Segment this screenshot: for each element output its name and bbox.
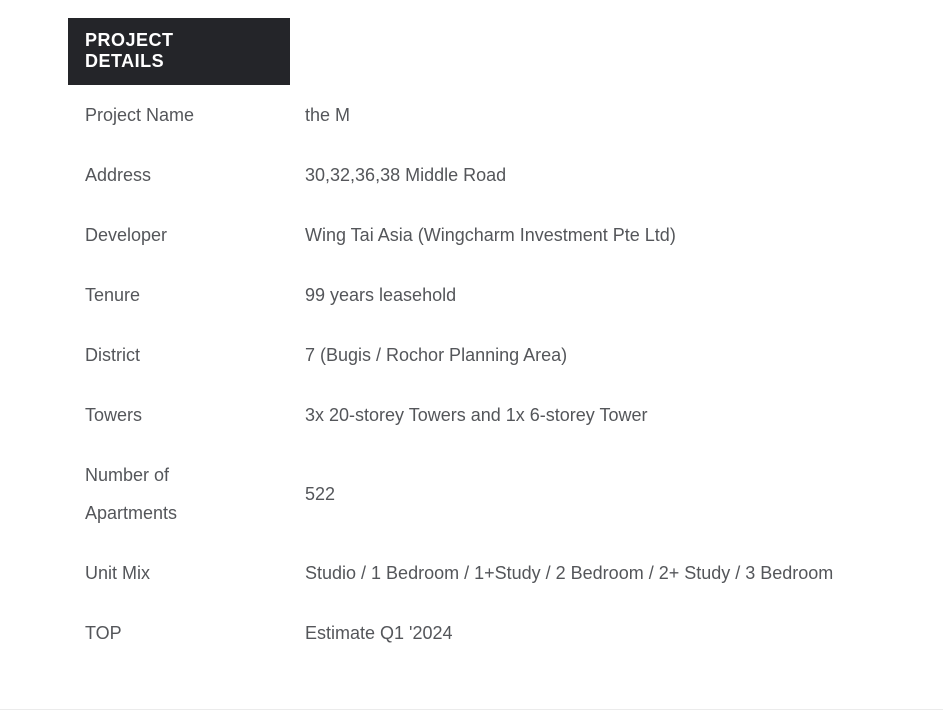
row-value: Wing Tai Asia (Wingcharm Investment Pte Ltd) [305,225,676,245]
row-label: TOP [85,623,122,643]
table-row [68,205,875,265]
row-value: Estimate Q1 '2024 [305,623,453,643]
row-value: 99 years leasehold [305,285,457,305]
row-value: the M [305,105,351,125]
row-label: District [85,345,140,365]
row-value: 522 [305,484,336,504]
row-label: Developer [85,225,168,245]
table-row [68,603,875,663]
row-label: Unit Mix [85,563,151,583]
table-row [68,543,875,603]
section-title: PROJECT DETAILS [85,30,174,71]
table-row [68,85,875,145]
table-row [68,445,875,543]
row-value: 7 (Bugis / Rochor Planning Area) [305,345,568,365]
row-value: 30,32,36,38 Middle Road [305,165,507,185]
section-header [68,18,290,85]
table-row [68,145,875,205]
details-table [68,85,875,663]
row-value: Studio / 1 Bedroom / 1+Study / 2 Bedroom / 2+ Study / 3 Bedroom [305,563,834,583]
bottom-divider [0,709,943,710]
project-details-section [68,18,875,663]
table-row [68,325,875,385]
table-row [68,265,875,325]
row-value: 3x 20-storey Towers and 1x 6-storey Tower [305,405,648,425]
row-label: Number of Apartments [85,465,178,523]
row-label: Project Name [85,105,195,125]
row-label: Address [85,165,152,185]
row-label: Towers [85,405,143,425]
table-row [68,385,875,445]
row-label: Tenure [85,285,141,305]
